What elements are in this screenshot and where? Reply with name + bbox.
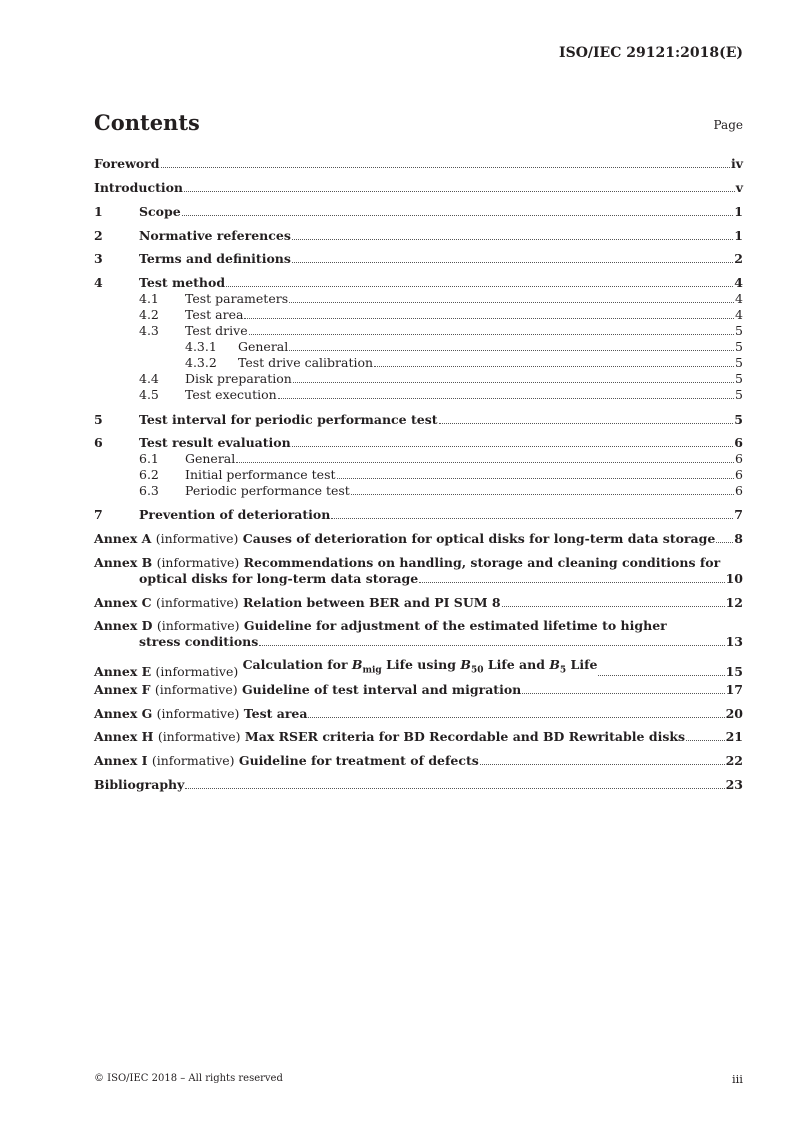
toc-entry-title: Introduction [94,180,184,195]
toc-entry-title: Disk preparation [185,371,292,386]
toc-page-number: 5 [734,412,743,427]
toc-entry-annex-f[interactable] [94,682,743,697]
toc-entry-clause-4-1[interactable] [139,291,743,306]
annex-label: Annex F [94,682,151,697]
toc-entry-clause-5[interactable] [94,412,743,427]
toc-page-number: 5 [735,387,743,402]
annex-label: Annex H [94,729,154,744]
toc-page-number: 6 [735,483,743,498]
clause-number: 6.2 [139,467,159,482]
toc-entry-clause-4[interactable] [94,275,743,290]
toc-page-number: 1 [734,204,743,219]
toc-page-number: 5 [735,339,743,354]
page-column-label: Page [713,118,743,132]
toc-entry-title: Max RSER criteria for BD Recordable and BD Rewritable disks [244,729,686,744]
toc-page-number: 15 [725,663,743,679]
toc-page-number: 12 [725,595,743,610]
clause-number: 3 [94,251,103,266]
toc-entry-title-continued: stress conditions [139,634,259,649]
dot-leader [502,606,725,607]
toc-entry-title: Calculation for $B_{mig}$ Life using $B_{50}$ Life and $B_5$ Life [242,657,598,676]
toc-page-number: 20 [725,706,743,721]
toc-entry-title: General [185,451,236,466]
toc-entry-title: Test drive calibration [238,355,374,370]
annex-label: Annex B [94,555,153,570]
dot-leader [439,423,734,424]
annex-kind: (informative) [156,555,240,570]
toc-entry-title: Test execution [185,387,277,402]
copyright-notice: © ISO/IEC 2018 – All rights reserved [94,1073,283,1084]
toc-entry-clause-4-4[interactable] [139,371,743,386]
toc-entry-title: Guideline of test interval and migration [241,682,522,697]
toc-page-number: 4 [734,275,743,290]
toc-entry-title: Relation between BER and PI SUM 8 [243,595,501,610]
annex-kind: (informative) [155,531,239,546]
clause-number: 4.1 [139,291,159,306]
toc-entry-title: Foreword [94,156,160,171]
clause-number: 4.2 [139,307,159,322]
toc-entry-clause-4-3-1[interactable] [185,339,743,354]
annex-label: Annex I [94,753,148,768]
toc-entry-title: General [238,339,289,354]
annex-label: Annex A [94,531,152,546]
toc-entry-clause-6-2[interactable] [139,467,743,482]
toc-page-number: iv [730,156,743,171]
toc-entry-annex-b-continued[interactable] [139,571,743,586]
toc-page-number: 4 [735,291,743,306]
toc-entry-title: Prevention of deterioration [139,507,331,522]
toc-entry-title: Terms and definitions [139,251,291,266]
annex-label: Annex G [94,706,153,721]
dot-leader [337,478,735,479]
dot-leader [184,191,735,192]
toc-page-number: 21 [725,729,743,744]
toc-page-number: v [735,180,743,195]
toc-entry-title: Test area [185,307,244,322]
annex-kind: (informative) [155,663,239,679]
toc-entry-clause-4-5[interactable] [139,387,743,402]
toc-page-number: 5 [735,371,743,386]
annex-label: Annex C [94,595,152,610]
toc-entry-clause-2[interactable] [94,228,743,243]
annex-kind: (informative) [156,706,240,721]
annex-kind: (informative) [157,729,241,744]
toc-entry-title: Test interval for periodic performance test [139,412,438,427]
toc-entry-clause-4-2[interactable] [139,307,743,322]
page-number: iii [731,1072,743,1086]
toc-page-number: 10 [725,571,743,586]
toc-page-number: 13 [725,634,743,649]
toc-entry-title: Guideline for treatment of defects [238,753,479,768]
clause-number: 4.5 [139,387,159,402]
dot-leader [598,675,724,676]
toc-page-number: 5 [735,355,743,370]
toc-entry-annex-c[interactable] [94,595,743,610]
annex-kind: (informative) [156,618,240,633]
clause-number: 6.1 [139,451,159,466]
clause-number: 6.3 [139,483,159,498]
toc-page-number: 2 [734,251,743,266]
dot-leader [244,318,734,319]
annex-kind: (informative) [155,595,239,610]
toc-entry-annex-a[interactable] [94,531,743,546]
toc-entry-clause-1[interactable] [94,204,743,219]
dot-leader [374,366,734,367]
dot-leader [278,398,734,399]
toc-entry-title: Causes of deterioration for optical disks for long-term data storage [242,531,716,546]
toc-entry-bibliography[interactable] [94,777,743,792]
toc-entry-title: Initial performance test [185,467,336,482]
toc-entry-clause-4-3-2[interactable] [185,355,743,370]
toc-entry-title: Test area [243,706,308,721]
toc-page-number: 22 [725,753,743,768]
dot-leader [259,645,724,646]
toc-entry-annex-i[interactable] [94,753,743,768]
toc-entry-clause-6-1[interactable] [139,451,743,466]
toc-page-number: 17 [725,682,743,697]
toc-entry-clause-4-3[interactable] [139,323,743,338]
dot-leader [182,215,734,216]
dot-leader [236,462,734,463]
clause-number: 5 [94,412,103,427]
clause-number: 2 [94,228,103,243]
toc-page-number: 7 [734,507,743,522]
toc-entry-title-continued: optical disks for long-term data storage [139,571,419,586]
toc-page-number: 8 [734,531,743,546]
toc-entry-title: Test method [139,275,226,290]
dot-leader [331,518,733,519]
toc-entry-annex-e[interactable] [94,657,743,679]
toc-page-number: 4 [735,307,743,322]
dot-leader [293,382,734,383]
dot-leader [292,446,734,447]
clause-number: 4 [94,275,103,290]
dot-leader [308,717,724,718]
dot-leader [249,334,734,335]
toc-page-number: 6 [735,451,743,466]
toc-page-number: 5 [735,323,743,338]
annex-kind: (informative) [154,682,238,697]
toc-page-number: 1 [734,228,743,243]
toc-entry-clause-6[interactable] [94,435,743,450]
toc-entry-title: Test parameters [185,291,289,306]
clause-number: 1 [94,204,103,219]
toc-entry-clause-6-3[interactable] [139,483,743,498]
dot-leader [522,693,724,694]
toc-entry-title: Periodic performance test [185,483,350,498]
dot-leader [686,740,725,741]
toc-entry-title: Guideline for adjustment of the estimated lifetime to higher [243,618,667,633]
toc-page-number: 6 [734,435,743,450]
toc-entry-annex-h[interactable] [94,729,743,744]
clause-number: 4.4 [139,371,159,386]
dot-leader [185,788,724,789]
dot-leader [716,542,733,543]
toc-page-number: 23 [725,777,743,792]
toc-entry-title: Normative references [139,228,291,243]
page-title: Contents [94,110,200,135]
annex-kind: (informative) [151,753,235,768]
toc-entry-foreword[interactable] [94,156,743,171]
dot-leader [289,350,734,351]
toc-entry-title: Test result evaluation [139,435,291,450]
toc-page-number: 6 [735,467,743,482]
toc-entry-annex-d[interactable] [94,618,743,633]
dot-leader [289,302,734,303]
annex-label: Annex E [94,663,152,679]
clause-number: 6 [94,435,103,450]
dot-leader [419,582,724,583]
dot-leader [292,262,733,263]
toc-entry-title: Recommendations on handling, storage and cleaning conditions for [243,555,721,570]
toc-entry-clause-7[interactable] [94,507,743,522]
clause-number: 4.3.1 [185,339,217,354]
clause-number: 4.3 [139,323,159,338]
toc-entry-annex-g[interactable] [94,706,743,721]
dot-leader [161,167,730,168]
toc-entry-title: Test drive [185,323,248,338]
dot-leader [226,286,733,287]
toc-entry-annex-b[interactable] [94,555,743,570]
toc-entry-introduction[interactable] [94,180,743,195]
toc-entry-title: Bibliography [94,777,185,792]
dot-leader [480,764,725,765]
document-id: ISO/IEC 29121:2018(E) [559,45,743,61]
clause-number: 7 [94,507,103,522]
dot-leader [292,239,733,240]
clause-number: 4.3.2 [185,355,217,370]
annex-label: Annex D [94,618,153,633]
toc-entry-clause-3[interactable] [94,251,743,266]
toc-entry-annex-d-continued[interactable] [139,634,743,649]
toc-entry-title: Scope [139,204,181,219]
dot-leader [351,494,734,495]
